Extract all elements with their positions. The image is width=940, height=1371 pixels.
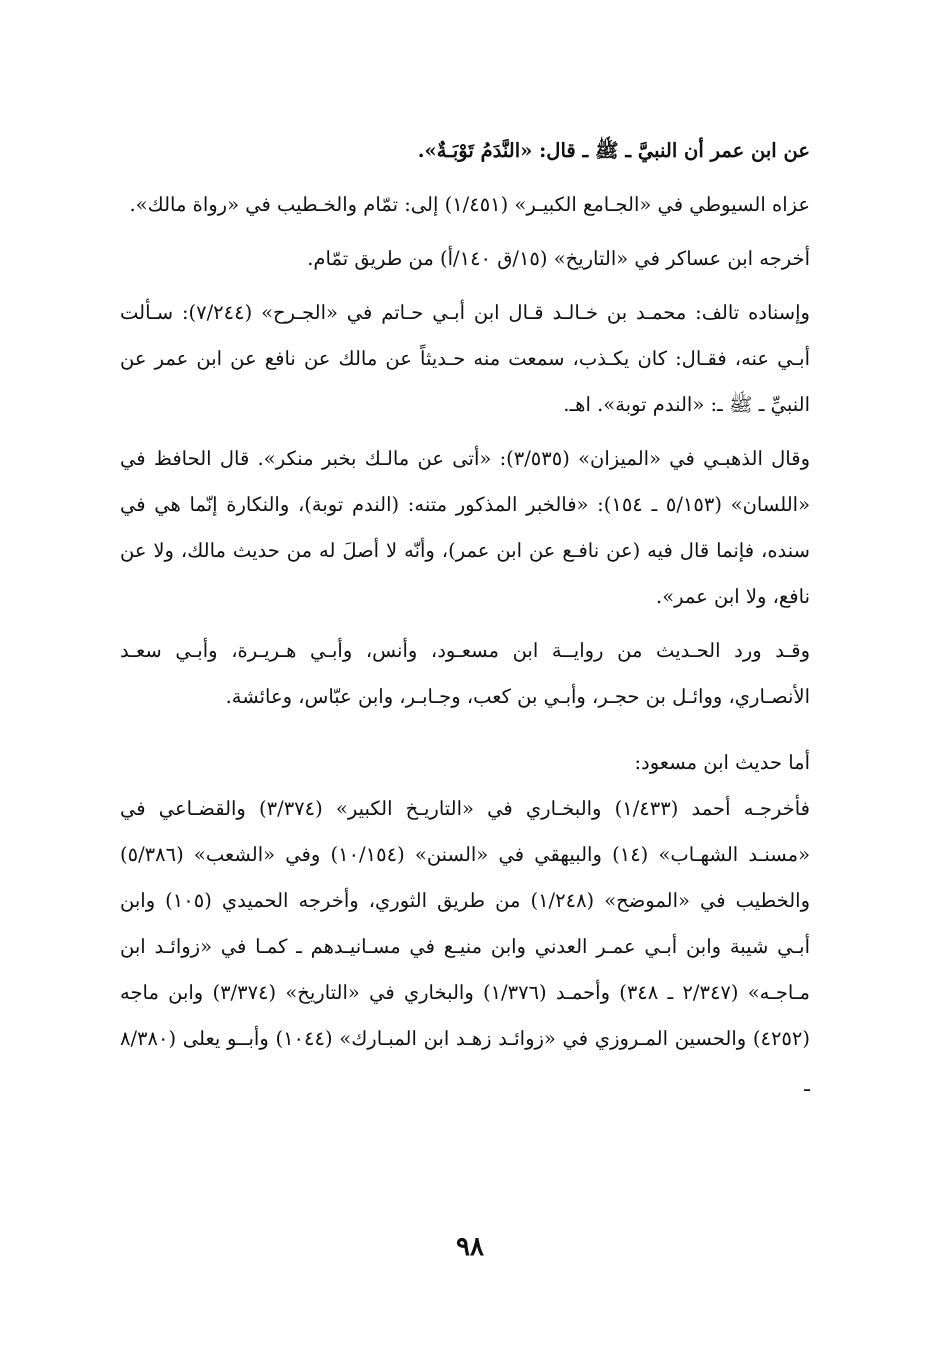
takhrij-paragraph: أخرجه ابن عساكر في «التاريخ» (١٥/ق ١٤٠/أ) من طريق تمّام. xyxy=(307,247,810,270)
page-number: ٩٨ xyxy=(456,1232,484,1262)
narrators-paragraph: وقـد ورد الحـديث من روايــة ابن مسعـود، وأنس، وأبـي هـريـرة، وأبـي سعـد الأنصـاري، ووائـل بن حجـر، وأبـي بن كعب، وجـابـر، وابن عبّاس، وعائشة. xyxy=(120,639,810,708)
isnad-paragraph: وإسناده تالف: محمـد بن خـالـد قـال ابن أبـي حـاتم في «الجـرح» (٧/٢٤٤): سـألت أبـي عنه، فقـال: كان يكـذب، سمعت منه حـديثاً عن مالك عن نافع عن ابن عمر عن النبيِّ ـ ﷺ ـ: «الندم توبة». اهـ. xyxy=(120,301,810,416)
ibn-masud-paragraph: فأخرجـه أحمد (١/٤٣٣) والبخـاري في «التاريـخ الكبير» (٣/٣٧٤) والقضـاعي في «مسنـد الشهـاب» (١٤) والبيهقي في «السنن» (١٠/١٥٤) وفي «الشعب» (٥/٣٨٦) والخطيب في «الموضح» (١/٢٤٨) من طريق الثوري، وأخرجه الحميدي (١٠٥) وابن أبـي شيبة وابن أبـي عمـر العدني وابن منيـع في مسـانيـدهم ـ كمـا في «زوائـد ابن مـاجـه» (٢/٣٤٧ ـ ٣٤٨) وأحمـد (١/٣٧٦) والبخاري في «التاريخ» (٣/٣٧٤) وابن ماجه (٤٢٥٢) والحسين المـروزي في «زوائـد زهـد ابن المبـارك» (١٠٤٤) وأبــو يعلى (٨/٣٨٠ ـ xyxy=(120,797,811,1096)
dhahabi-paragraph: وقال الذهبـي في «الميزان» (٣/٥٣٥): «أتى عن مالـك بخبر منكر». قال الحافظ في «اللسان» (٥/١٥٣ ـ ١٥٤): «فالخبر المذكور متنه: (الندم توبة)، والنكارة إنّما هي في سنده، فإنما قال فيه (عن نافـع عن ابن عمر)، وأنّه لا أصلَ له من حديث مالك، ولا عن نافع، ولا ابن عمر». xyxy=(120,447,810,608)
section-heading: أما حديث ابن مسعود: xyxy=(634,751,810,774)
page-body xyxy=(120,128,810,1108)
hadith-text: عن ابن عمر أن النبيَّ ـ ﷺ ـ قال: «النَّدَمُ تَوْبَـةٌ». xyxy=(417,139,810,162)
attribution-paragraph: عزاه السيوطي في «الجـامع الكبيـر» (١/٤٥١) إلى: تمّام والخـطيب في «رواة مالك». xyxy=(129,193,810,216)
